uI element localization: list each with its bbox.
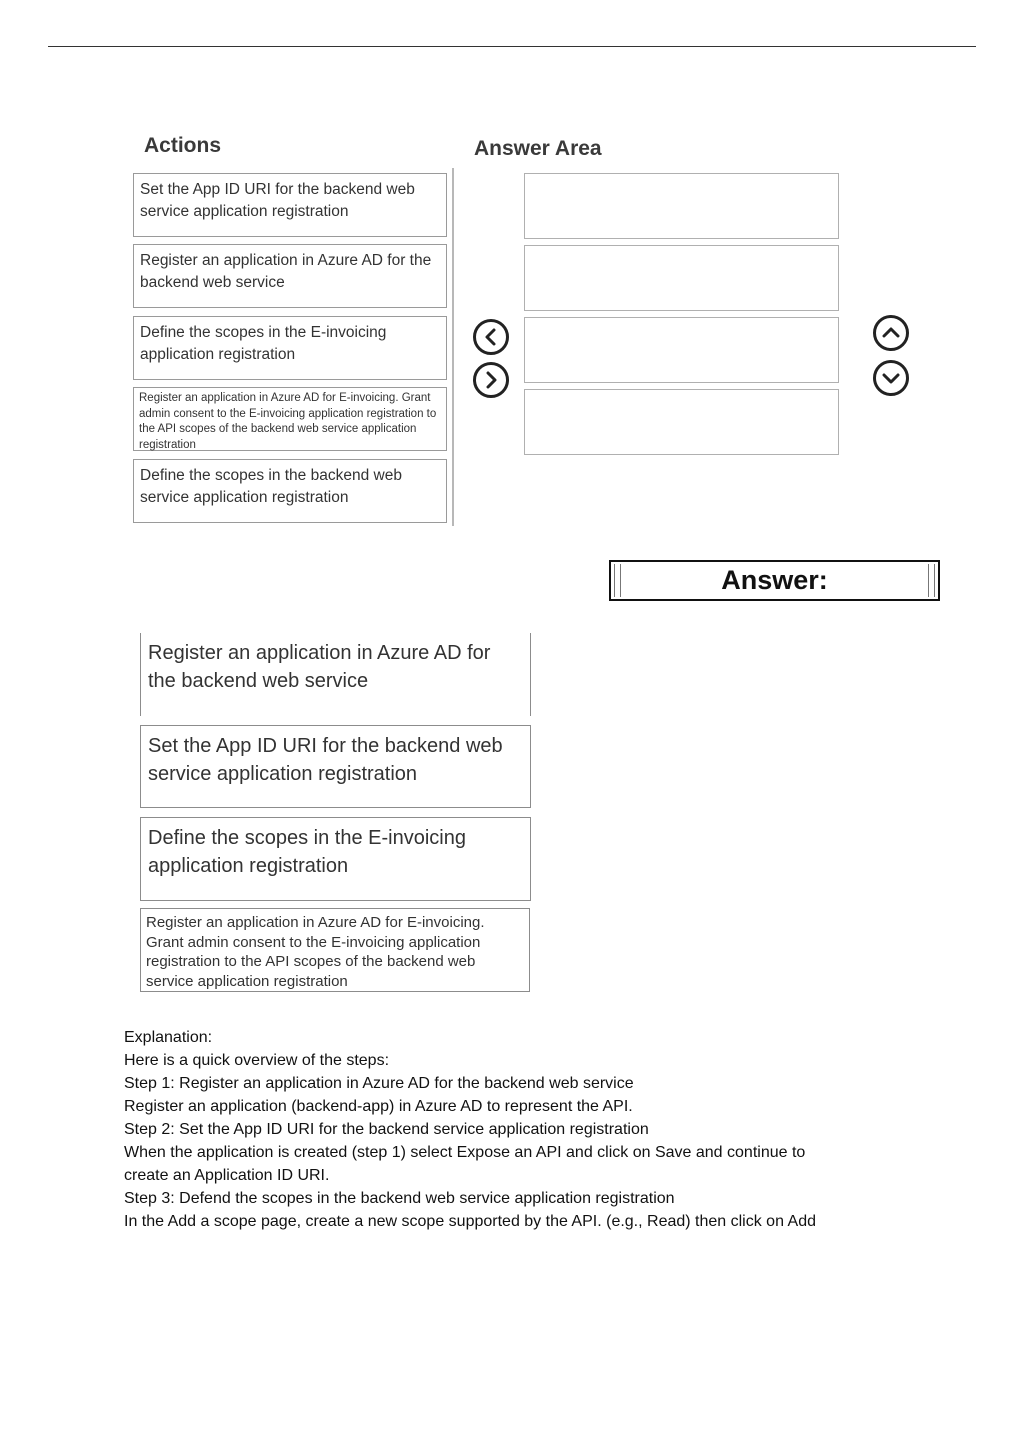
answer-banner-label: Answer: bbox=[721, 565, 828, 595]
action-item[interactable]: Set the App ID URI for the backend web service application registration bbox=[133, 173, 447, 237]
explanation-line: create an Application ID URI. bbox=[124, 1167, 330, 1184]
move-down-button[interactable] bbox=[873, 360, 909, 396]
answer-banner bbox=[609, 560, 940, 601]
move-up-button[interactable] bbox=[873, 315, 909, 351]
action-item[interactable]: Define the scopes in the E-invoicing application registration bbox=[133, 316, 447, 380]
explanation-line: Step 1: Register an application in Azure AD for the backend web service bbox=[124, 1075, 634, 1092]
action-item[interactable]: Register an application in Azure AD for E-invoicing. Grant admin consent to the E-invoicing application registration to the API scopes of the backend web service application registration bbox=[133, 387, 447, 451]
explanation-heading: Explanation: bbox=[124, 1029, 213, 1046]
move-left-button[interactable] bbox=[473, 319, 509, 355]
chevron-left-icon bbox=[481, 327, 501, 347]
chevron-right-icon bbox=[481, 370, 501, 390]
move-right-button[interactable] bbox=[473, 362, 509, 398]
answer-slot[interactable] bbox=[524, 245, 839, 311]
explanation-line: Register an application (backend-app) in Azure AD to represent the API. bbox=[124, 1098, 633, 1115]
actions-title: Actions bbox=[144, 134, 222, 157]
answer-step: Register an application in Azure AD for the backend web service bbox=[140, 633, 531, 716]
explanation-line: When the application is created (step 1) select Expose an API and click on Save and continue to bbox=[124, 1144, 806, 1161]
answer-slot[interactable] bbox=[524, 173, 839, 239]
chevron-down-icon bbox=[881, 368, 901, 388]
action-item[interactable]: Register an application in Azure AD for the backend web service bbox=[133, 244, 447, 308]
answer-step: Set the App ID URI for the backend web service application registration bbox=[140, 725, 531, 808]
top-rule bbox=[48, 46, 976, 47]
action-item[interactable]: Define the scopes in the backend web service application registration bbox=[133, 459, 447, 523]
actions-divider bbox=[452, 168, 454, 526]
explanation-line: Here is a quick overview of the steps: bbox=[124, 1052, 390, 1069]
answer-step: Register an application in Azure AD for E-invoicing. Grant admin consent to the E-invoicing application registration to the API scopes of the backend web service application registration bbox=[140, 908, 530, 992]
explanation bbox=[124, 1026, 924, 1233]
explanation-line: Step 3: Defend the scopes in the backend web service application registration bbox=[124, 1190, 675, 1207]
answer-step: Define the scopes in the E-invoicing application registration bbox=[140, 817, 531, 901]
answer-area-title: Answer Area bbox=[474, 137, 602, 160]
answer-slot[interactable] bbox=[524, 317, 839, 383]
explanation-line: In the Add a scope page, create a new scope supported by the API. (e.g., Read) then click on Add bbox=[124, 1213, 817, 1230]
explanation-line: Step 2: Set the App ID URI for the backend service application registration bbox=[124, 1121, 649, 1138]
answer-slot[interactable] bbox=[524, 389, 839, 455]
chevron-up-icon bbox=[881, 323, 901, 343]
